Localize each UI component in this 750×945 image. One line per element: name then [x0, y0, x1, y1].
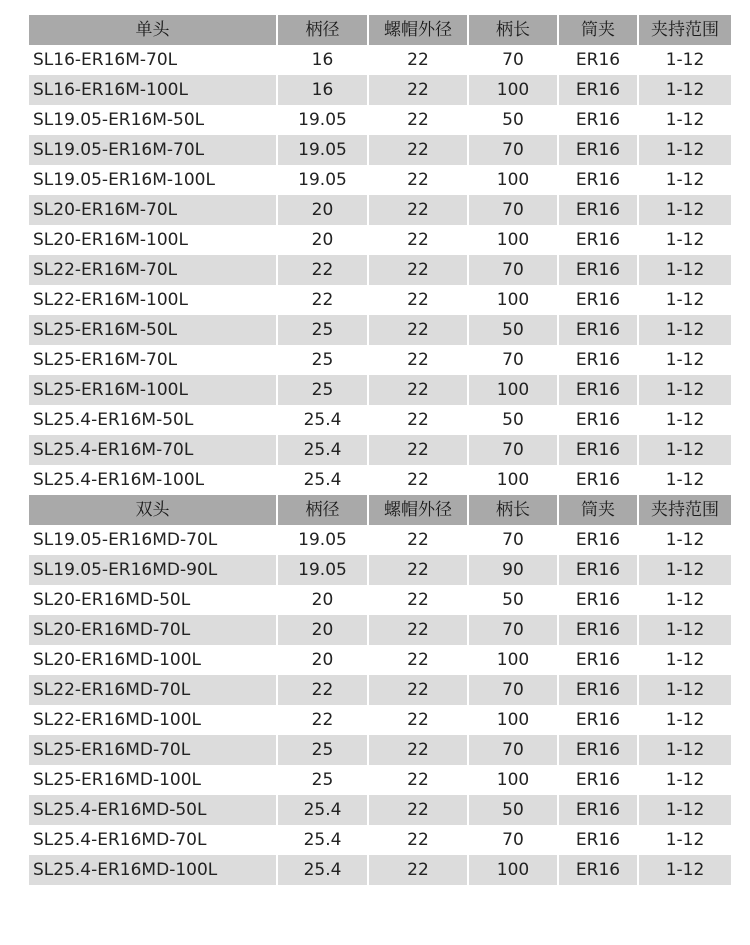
cell-shank-length: 100: [496, 169, 530, 190]
table-row: [29, 375, 721, 405]
table-row: [29, 195, 721, 225]
cell-clamping-range: 1-12: [639, 555, 731, 585]
cell-clamping-range: 1-12: [639, 855, 731, 885]
cell-collet: ER16: [559, 675, 637, 705]
cell-nut-diameter: 22: [369, 255, 467, 285]
cell-nut-diameter: 22: [407, 109, 429, 130]
cell-clamping-range: 1-12: [665, 829, 705, 850]
header-cell-shank-diameter: 柄径: [278, 495, 367, 525]
cell-nut-diameter: 22: [369, 75, 467, 105]
cell-shank-length: 70: [469, 195, 557, 225]
header-cell-nut-diameter: 螺帽外径: [369, 495, 467, 525]
cell-shank-diameter: 25: [311, 349, 334, 370]
cell-model: SL25-ER16M-100L: [29, 375, 276, 405]
cell-collet: ER16: [559, 375, 637, 405]
table-row: [29, 315, 721, 345]
table-row: [29, 165, 721, 195]
cell-collet: ER16: [559, 615, 637, 645]
cell-shank-diameter: 25.4: [278, 435, 367, 465]
table-row: [29, 465, 721, 495]
cell-clamping-range: 1-12: [639, 75, 731, 105]
cell-collet: ER16: [575, 49, 621, 70]
cell-nut-diameter: 22: [407, 709, 429, 730]
cell-clamping-range: 1-12: [639, 315, 731, 345]
cell-shank-length: 70: [502, 529, 524, 550]
cell-clamping-range: 1-12: [665, 649, 705, 670]
cell-nut-diameter: 22: [407, 349, 429, 370]
cell-model: SL25.4-ER16MD-100L: [29, 855, 276, 885]
cell-collet: ER16: [559, 735, 637, 765]
cell-nut-diameter: 22: [369, 435, 467, 465]
cell-shank-length: 100: [496, 649, 530, 670]
cell-collet: ER16: [559, 795, 637, 825]
cell-shank-length: 70: [469, 675, 557, 705]
cell-shank-diameter: 25: [311, 769, 334, 790]
cell-collet: ER16: [559, 195, 637, 225]
cell-clamping-range: 1-12: [639, 795, 731, 825]
table-header-row: [29, 15, 721, 45]
header-cell-shank-length: 柄长: [469, 495, 557, 525]
cell-model: SL22-ER16MD-70L: [29, 675, 276, 705]
cell-nut-diameter: 22: [369, 675, 467, 705]
table-row: [29, 45, 721, 75]
cell-clamping-range: 1-12: [665, 169, 705, 190]
cell-nut-diameter: 22: [369, 315, 467, 345]
table-row: [29, 405, 721, 435]
cell-collet: ER16: [559, 555, 637, 585]
table-row: [29, 285, 721, 315]
cell-nut-diameter: 22: [369, 615, 467, 645]
cell-model: SL25.4-ER16MD-50L: [29, 795, 276, 825]
cell-shank-diameter: 25: [278, 375, 367, 405]
cell-nut-diameter: 22: [407, 589, 429, 610]
cell-shank-diameter: 20: [311, 589, 334, 610]
cell-collet: ER16: [559, 315, 637, 345]
table-row: [29, 675, 721, 705]
header-cell-shank-diameter: 柄径: [278, 15, 367, 45]
cell-shank-length: 90: [469, 555, 557, 585]
cell-shank-diameter: 25.4: [303, 409, 342, 430]
cell-clamping-range: 1-12: [639, 675, 731, 705]
cell-shank-diameter: 25.4: [303, 829, 342, 850]
header-cell-collet: 筒夹: [559, 495, 637, 525]
header-cell-model: 单头: [29, 15, 276, 45]
cell-model: SL19.05-ER16MD-90L: [29, 555, 276, 585]
cell-shank-length: 100: [496, 229, 530, 250]
cell-shank-diameter: 22: [278, 675, 367, 705]
cell-clamping-range: 1-12: [665, 469, 705, 490]
cell-nut-diameter: 22: [407, 829, 429, 850]
cell-model: SL19.05-ER16M-50L: [33, 109, 205, 130]
header-cell-shank-length: 柄长: [469, 15, 557, 45]
cell-shank-length: 50: [469, 795, 557, 825]
table-row: [29, 525, 721, 555]
cell-model: SL20-ER16MD-50L: [33, 589, 191, 610]
cell-shank-length: 100: [496, 769, 530, 790]
table-row: [29, 825, 721, 855]
cell-clamping-range: 1-12: [665, 289, 705, 310]
cell-model: SL25-ER16M-70L: [33, 349, 178, 370]
header-cell-clamping-range: 夹持范围: [639, 15, 731, 45]
cell-collet: ER16: [575, 289, 621, 310]
cell-model: SL19.05-ER16M-70L: [29, 135, 276, 165]
cell-shank-length: 70: [469, 435, 557, 465]
cell-model: SL19.05-ER16M-100L: [33, 169, 215, 190]
cell-shank-length: 70: [469, 735, 557, 765]
cell-shank-diameter: 20: [311, 649, 334, 670]
cell-model: SL22-ER16MD-100L: [33, 709, 202, 730]
cell-clamping-range: 1-12: [665, 709, 705, 730]
cell-shank-diameter: 22: [311, 709, 334, 730]
header-cell-model: 双头: [29, 495, 276, 525]
cell-model: SL19.05-ER16MD-70L: [33, 529, 218, 550]
cell-collet: ER16: [575, 589, 621, 610]
cell-shank-diameter: 19.05: [278, 135, 367, 165]
cell-nut-diameter: 22: [407, 769, 429, 790]
cell-shank-diameter: 25: [278, 315, 367, 345]
cell-shank-length: 50: [502, 589, 524, 610]
cell-shank-length: 70: [502, 49, 524, 70]
cell-clamping-range: 1-12: [639, 435, 731, 465]
table-row: [29, 705, 721, 735]
cell-collet: ER16: [575, 409, 621, 430]
cell-model: SL20-ER16MD-100L: [33, 649, 202, 670]
cell-shank-diameter: 19.05: [298, 109, 347, 130]
cell-clamping-range: 1-12: [665, 529, 705, 550]
cell-shank-length: 100: [496, 709, 530, 730]
cell-shank-length: 100: [496, 469, 530, 490]
cell-collet: ER16: [559, 135, 637, 165]
cell-shank-diameter: 19.05: [278, 555, 367, 585]
cell-shank-length: 70: [502, 349, 524, 370]
cell-model: SL20-ER16M-100L: [33, 229, 188, 250]
cell-collet: ER16: [559, 435, 637, 465]
cell-clamping-range: 1-12: [665, 769, 705, 790]
cell-nut-diameter: 22: [407, 49, 429, 70]
cell-shank-length: 100: [469, 75, 557, 105]
table-row: [29, 255, 721, 285]
cell-shank-length: 70: [469, 135, 557, 165]
cell-model: SL16-ER16M-100L: [29, 75, 276, 105]
cell-clamping-range: 1-12: [665, 349, 705, 370]
cell-model: SL25-ER16MD-70L: [29, 735, 276, 765]
cell-clamping-range: 1-12: [639, 255, 731, 285]
cell-collet: ER16: [575, 709, 621, 730]
table-row: [29, 435, 721, 465]
cell-nut-diameter: 22: [407, 289, 429, 310]
cell-model: SL25-ER16M-50L: [29, 315, 276, 345]
cell-shank-diameter: 19.05: [298, 529, 347, 550]
cell-collet: ER16: [575, 469, 621, 490]
cell-clamping-range: 1-12: [665, 49, 705, 70]
cell-clamping-range: 1-12: [639, 195, 731, 225]
header-cell-clamping-range: 夹持范围: [639, 495, 731, 525]
cell-shank-length: 100: [496, 289, 530, 310]
cell-nut-diameter: 22: [369, 795, 467, 825]
cell-model: SL22-ER16M-100L: [33, 289, 188, 310]
cell-model: SL25-ER16MD-100L: [33, 769, 202, 790]
double-head-section: [29, 495, 721, 885]
cell-shank-length: 70: [502, 829, 524, 850]
table-row: [29, 735, 721, 765]
table-row: [29, 225, 721, 255]
cell-model: SL16-ER16M-70L: [33, 49, 178, 70]
cell-shank-length: 100: [469, 855, 557, 885]
cell-clamping-range: 1-12: [639, 735, 731, 765]
cell-model: SL22-ER16M-70L: [29, 255, 276, 285]
cell-shank-diameter: 25.4: [278, 795, 367, 825]
table-row: [29, 345, 721, 375]
cell-model: SL25.4-ER16M-50L: [33, 409, 194, 430]
cell-nut-diameter: 22: [407, 169, 429, 190]
cell-shank-diameter: 25.4: [278, 855, 367, 885]
cell-shank-length: 70: [469, 255, 557, 285]
cell-clamping-range: 1-12: [665, 109, 705, 130]
cell-collet: ER16: [575, 109, 621, 130]
cell-collet: ER16: [559, 855, 637, 885]
cell-collet: ER16: [575, 229, 621, 250]
table-row: [29, 105, 721, 135]
cell-shank-length: 100: [469, 375, 557, 405]
table-row: [29, 75, 721, 105]
cell-collet: ER16: [575, 349, 621, 370]
cell-model: SL25.4-ER16M-100L: [33, 469, 205, 490]
cell-nut-diameter: 22: [407, 229, 429, 250]
cell-shank-diameter: 25: [278, 735, 367, 765]
cell-model: SL20-ER16MD-70L: [29, 615, 276, 645]
cell-shank-diameter: 22: [311, 289, 334, 310]
cell-clamping-range: 1-12: [639, 135, 731, 165]
cell-clamping-range: 1-12: [639, 615, 731, 645]
cell-shank-diameter: 16: [311, 49, 334, 70]
table-row: [29, 765, 721, 795]
cell-shank-diameter: 20: [311, 229, 334, 250]
cell-collet: ER16: [559, 255, 637, 285]
cell-shank-diameter: 22: [278, 255, 367, 285]
cell-nut-diameter: 22: [369, 735, 467, 765]
cell-model: SL25.4-ER16M-70L: [29, 435, 276, 465]
header-cell-nut-diameter: 螺帽外径: [369, 15, 467, 45]
cell-shank-diameter: 25.4: [303, 469, 342, 490]
cell-nut-diameter: 22: [407, 529, 429, 550]
cell-clamping-range: 1-12: [639, 375, 731, 405]
cell-collet: ER16: [575, 169, 621, 190]
cell-shank-diameter: 20: [278, 615, 367, 645]
cell-collet: ER16: [575, 529, 621, 550]
cell-collet: ER16: [575, 829, 621, 850]
cell-shank-diameter: 19.05: [298, 169, 347, 190]
cell-model: SL25.4-ER16MD-70L: [33, 829, 207, 850]
table-row: [29, 855, 721, 885]
table-row: [29, 135, 721, 165]
spec-table: [29, 15, 721, 885]
single-head-section: [29, 15, 721, 495]
cell-shank-length: 50: [502, 109, 524, 130]
table-row: [29, 795, 721, 825]
table-row: [29, 555, 721, 585]
cell-clamping-range: 1-12: [665, 409, 705, 430]
cell-nut-diameter: 22: [369, 555, 467, 585]
header-cell-collet: 筒夹: [559, 15, 637, 45]
cell-shank-length: 50: [502, 409, 524, 430]
cell-nut-diameter: 22: [407, 469, 429, 490]
cell-shank-length: 70: [469, 615, 557, 645]
table-header-row: [29, 495, 721, 525]
cell-nut-diameter: 22: [369, 195, 467, 225]
cell-collet: ER16: [559, 75, 637, 105]
cell-nut-diameter: 22: [369, 135, 467, 165]
cell-clamping-range: 1-12: [665, 229, 705, 250]
table-row: [29, 645, 721, 675]
cell-nut-diameter: 22: [369, 855, 467, 885]
cell-nut-diameter: 22: [407, 409, 429, 430]
cell-shank-diameter: 20: [278, 195, 367, 225]
cell-clamping-range: 1-12: [665, 589, 705, 610]
cell-nut-diameter: 22: [369, 375, 467, 405]
table-row: [29, 615, 721, 645]
cell-shank-diameter: 16: [278, 75, 367, 105]
cell-model: SL20-ER16M-70L: [29, 195, 276, 225]
cell-collet: ER16: [575, 769, 621, 790]
cell-collet: ER16: [575, 649, 621, 670]
cell-nut-diameter: 22: [407, 649, 429, 670]
table-row: [29, 585, 721, 615]
cell-shank-length: 50: [469, 315, 557, 345]
